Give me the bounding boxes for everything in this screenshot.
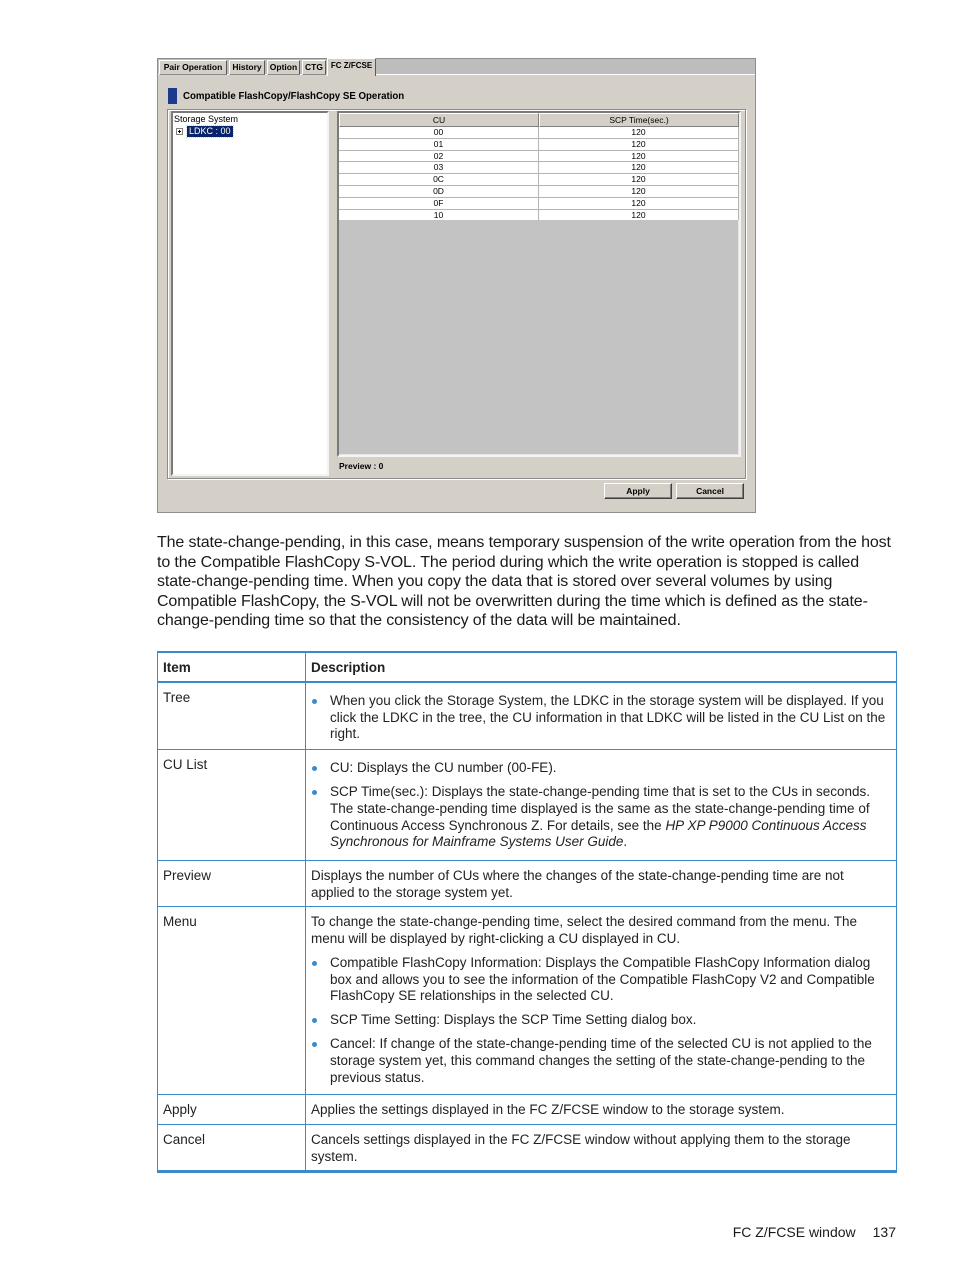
- page-number: 137: [872, 1224, 896, 1240]
- cu-cell[interactable]: 0F: [339, 198, 539, 210]
- cu-row[interactable]: [339, 186, 739, 198]
- column-header-scp-time: SCP Time(sec.): [539, 113, 739, 127]
- column-header-cu: CU: [339, 113, 539, 127]
- table-row: [158, 1095, 897, 1125]
- bullet-list: [311, 760, 891, 851]
- list-item: SCP Time Setting: Displays the SCP Time Setting dialog box.: [330, 1012, 891, 1029]
- cu-cell[interactable]: 03: [339, 162, 539, 174]
- tab-ctg[interactable]: CTG: [302, 60, 326, 75]
- scp-time-cell[interactable]: 120: [539, 186, 739, 198]
- item-cell: Tree: [158, 682, 306, 750]
- list-item: [330, 784, 891, 851]
- tab-history[interactable]: History: [229, 60, 265, 75]
- body-paragraph: The state-change-pending, in this case, means temporary suspension of the write operation from the host to the Compatible FlashCopy S-VOL. The period during which the write operation is stopped is called state-change-pending time. When you copy the data that is stored over several volumes by using Compatible FlashCopy, the S-VOL will not be overwritten during the time which is defined as the state-change-pending time so that the consistency of the data will be maintained.: [157, 534, 891, 629]
- table-row: [158, 750, 897, 861]
- table-header-row: [158, 652, 897, 682]
- scp-time-cell[interactable]: 120: [539, 139, 739, 151]
- item-cell: Apply: [158, 1095, 306, 1125]
- scp-time-cell[interactable]: 120: [539, 174, 739, 186]
- description-cell: [306, 861, 897, 907]
- header-item: Item: [158, 652, 306, 682]
- tab-pair-operation[interactable]: Pair Operation: [159, 60, 227, 75]
- cu-row[interactable]: [339, 151, 739, 163]
- tree-node-ldkc[interactable]: LDKC : 00: [189, 126, 231, 136]
- panel-marker-icon: [168, 88, 177, 104]
- description-text: Applies the settings displayed in the FC Z/FCSE window to the storage system.: [311, 1102, 785, 1118]
- cu-cell[interactable]: 0D: [339, 186, 539, 198]
- cu-list-panel: [337, 111, 741, 457]
- cu-row[interactable]: [339, 210, 739, 220]
- item-cell: CU List: [158, 750, 306, 861]
- list-item: When you click the Storage System, the LDKC in the storage system will be displayed. If you click the LDKC in the tree, the CU information in that LDKC will be listed in the CU List on the right.: [330, 693, 891, 743]
- tab-fc-zfcse[interactable]: FC Z/FCSE: [327, 58, 376, 76]
- guide-title: HP XP P9000 Continuous Access Synchronous for Mainframe Systems User Guide: [330, 817, 867, 850]
- table-row: [158, 1125, 897, 1172]
- cancel-button[interactable]: Cancel: [676, 483, 744, 499]
- cu-row[interactable]: [339, 198, 739, 210]
- scp-time-cell[interactable]: 120: [539, 198, 739, 210]
- description-text: Cancels settings displayed in the FC Z/FCSE window without applying them to the storage system.: [311, 1132, 851, 1165]
- bullet-list: [311, 955, 891, 1087]
- description-cell: [306, 1125, 897, 1172]
- table-row: [158, 907, 897, 1095]
- description-text: Displays the number of CUs where the changes of the state-change-pending time are not applied to the storage system yet.: [311, 868, 844, 901]
- scp-time-cell[interactable]: 120: [539, 162, 739, 174]
- item-cell: Menu: [158, 907, 306, 1095]
- scp-time-cell[interactable]: 120: [539, 210, 739, 220]
- list-item-text: SCP Time(sec.): Displays the state-change-pending time that is set to the CUs in seconds. The state-change-pending time displayed is the same as the state-change-pending time of Continuous Access Synchronous Z. For details, see the: [330, 784, 870, 833]
- table-row: [158, 682, 897, 750]
- expand-plus-icon[interactable]: [176, 128, 183, 135]
- page-footer: [560, 1223, 896, 1241]
- fc-zfcse-window-screenshot: [157, 58, 756, 513]
- item-description-table: [157, 651, 897, 1173]
- bullet-list: [311, 693, 891, 743]
- cu-cell[interactable]: 01: [339, 139, 539, 151]
- cu-row[interactable]: [339, 162, 739, 174]
- list-item-text-end: .: [623, 834, 628, 850]
- list-item: Cancel: If change of the state-change-pending time of the selected CU is not applied to the storage system yet, this command changes the setting of the state-change-pending to the previous status.: [330, 1036, 891, 1086]
- cu-cell[interactable]: 0C: [339, 174, 539, 186]
- cu-cell[interactable]: 00: [339, 127, 539, 139]
- description-text: To change the state-change-pending time, select the desired command from the menu. The menu will be displayed by right-clicking a CU displayed in CU.: [311, 914, 858, 947]
- description-cell: [306, 907, 897, 1095]
- cu-row[interactable]: [339, 174, 739, 186]
- description-cell: [306, 750, 897, 861]
- cu-cell[interactable]: 02: [339, 151, 539, 163]
- cu-list-table: [339, 113, 739, 220]
- panel-title: Compatible FlashCopy/FlashCopy SE Operation: [183, 91, 405, 102]
- apply-button[interactable]: Apply: [604, 483, 672, 499]
- item-cell: Cancel: [158, 1125, 306, 1172]
- scp-time-cell[interactable]: 120: [539, 127, 739, 139]
- cu-list-header: [339, 113, 739, 127]
- tree-root-storage-system[interactable]: Storage System: [174, 114, 239, 124]
- cu-cell[interactable]: 10: [339, 210, 539, 220]
- list-item: CU: Displays the CU number (00-FE).: [330, 760, 891, 777]
- table-row: [158, 861, 897, 907]
- preview-count: Preview : 0: [339, 461, 384, 471]
- description-cell: [306, 1095, 897, 1125]
- cu-row[interactable]: [339, 127, 739, 139]
- cu-row[interactable]: [339, 139, 739, 151]
- header-description: Description: [306, 652, 897, 682]
- footer-section-title: FC Z/FCSE window: [732, 1224, 856, 1240]
- description-cell: [306, 682, 897, 750]
- list-item: Compatible FlashCopy Information: Displays the Compatible FlashCopy Information dialog box and allows you to see the information of the Compatible FlashCopy V2 and Compatible FlashCopy SE relationships in the selected CU.: [330, 955, 891, 1005]
- storage-tree-panel: [171, 111, 329, 476]
- item-cell: Preview: [158, 861, 306, 907]
- tab-option[interactable]: Option: [267, 60, 300, 75]
- tab-bar: [158, 59, 755, 75]
- scp-time-cell[interactable]: 120: [539, 151, 739, 163]
